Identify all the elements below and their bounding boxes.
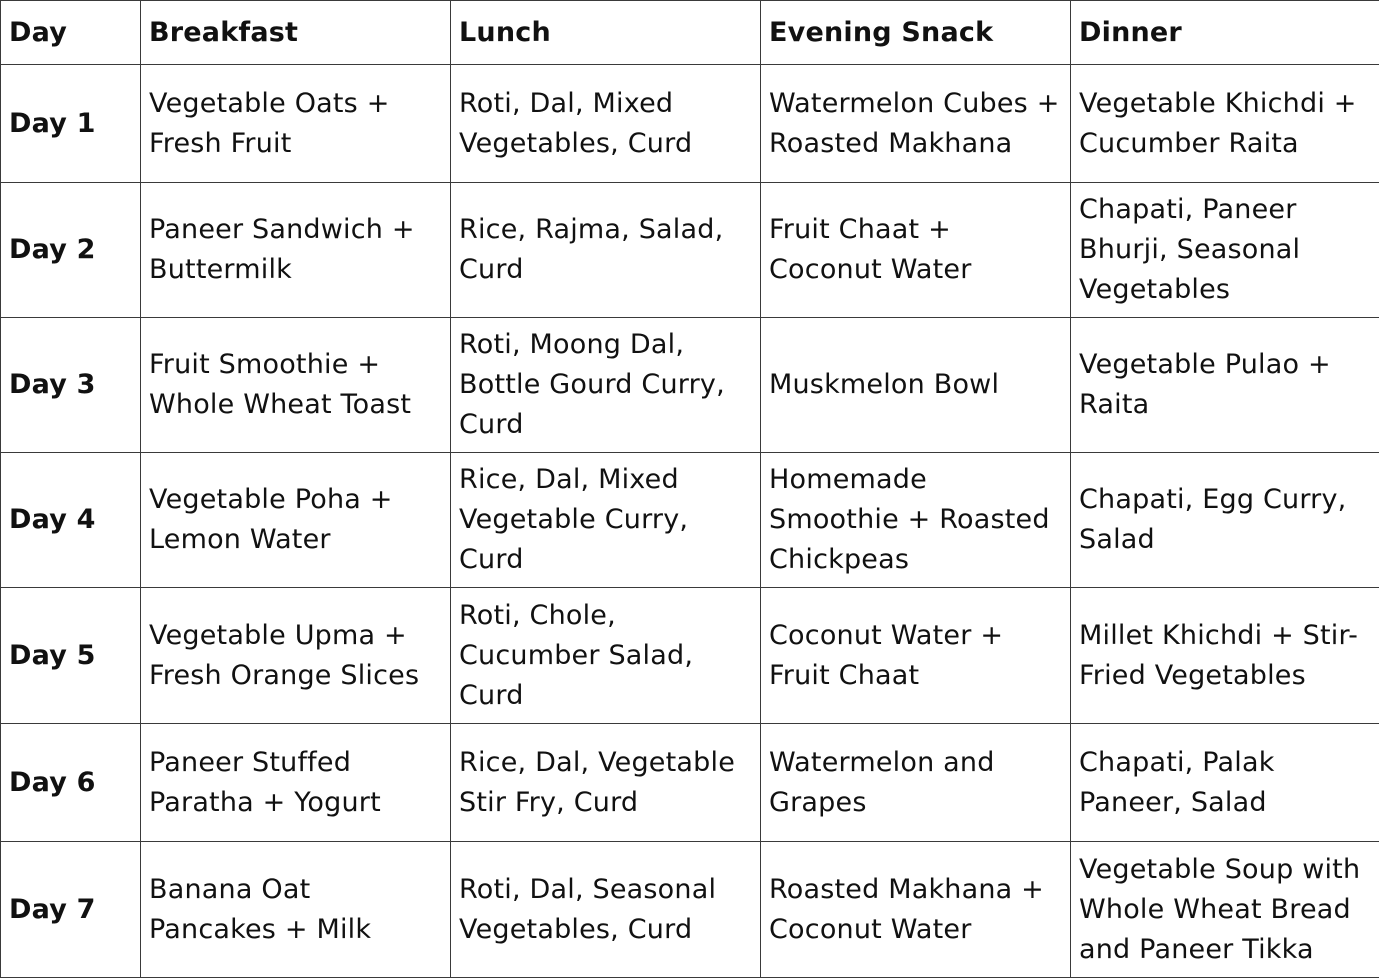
snack-cell: Roasted Makhana + Coconut Water [761, 842, 1071, 978]
header-dinner: Dinner [1071, 1, 1379, 65]
table-row [1, 318, 1379, 453]
day-cell: Day 4 [1, 453, 141, 588]
breakfast-cell: Paneer Sandwich + Buttermilk [141, 183, 451, 318]
snack-cell: Homemade Smoothie + Roasted Chickpeas [761, 453, 1071, 588]
lunch-cell: Roti, Dal, Seasonal Vegetables, Curd [451, 842, 761, 978]
breakfast-cell: Vegetable Oats + Fresh Fruit [141, 65, 451, 183]
dinner-cell: Vegetable Pulao + Raita [1071, 318, 1379, 453]
day-cell: Day 1 [1, 65, 141, 183]
dinner-cell: Millet Khichdi + Stir-Fried Vegetables [1071, 588, 1379, 724]
lunch-cell: Rice, Dal, Mixed Vegetable Curry, Curd [451, 453, 761, 588]
table-row [1, 65, 1379, 183]
table-row [1, 453, 1379, 588]
snack-cell: Fruit Chaat + Coconut Water [761, 183, 1071, 318]
header-row [1, 1, 1379, 65]
day-cell: Day 6 [1, 724, 141, 842]
breakfast-cell: Vegetable Poha + Lemon Water [141, 453, 451, 588]
header-breakfast: Breakfast [141, 1, 451, 65]
snack-cell: Coconut Water + Fruit Chaat [761, 588, 1071, 724]
snack-cell: Watermelon Cubes + Roasted Makhana [761, 65, 1071, 183]
header-evening-snack: Evening Snack [761, 1, 1071, 65]
table-row [1, 724, 1379, 842]
snack-cell: Watermelon and Grapes [761, 724, 1071, 842]
breakfast-cell: Banana Oat Pancakes + Milk [141, 842, 451, 978]
breakfast-cell: Paneer Stuffed Paratha + Yogurt [141, 724, 451, 842]
breakfast-cell: Fruit Smoothie + Whole Wheat Toast [141, 318, 451, 453]
header-day: Day [1, 1, 141, 65]
lunch-cell: Rice, Rajma, Salad, Curd [451, 183, 761, 318]
lunch-cell: Roti, Chole, Cucumber Salad, Curd [451, 588, 761, 724]
snack-cell: Muskmelon Bowl [761, 318, 1071, 453]
day-cell: Day 5 [1, 588, 141, 724]
dinner-cell: Vegetable Soup with Whole Wheat Bread and Paneer Tikka [1071, 842, 1379, 978]
lunch-cell: Rice, Dal, Vegetable Stir Fry, Curd [451, 724, 761, 842]
dinner-cell: Chapati, Palak Paneer, Salad [1071, 724, 1379, 842]
table-row [1, 842, 1379, 978]
table-row [1, 588, 1379, 724]
day-cell: Day 3 [1, 318, 141, 453]
header-lunch: Lunch [451, 1, 761, 65]
dinner-cell: Chapati, Egg Curry, Salad [1071, 453, 1379, 588]
day-cell: Day 7 [1, 842, 141, 978]
table-row [1, 183, 1379, 318]
lunch-cell: Roti, Moong Dal, Bottle Gourd Curry, Curd [451, 318, 761, 453]
lunch-cell: Roti, Dal, Mixed Vegetables, Curd [451, 65, 761, 183]
day-cell: Day 2 [1, 183, 141, 318]
breakfast-cell: Vegetable Upma + Fresh Orange Slices [141, 588, 451, 724]
dinner-cell: Vegetable Khichdi + Cucumber Raita [1071, 65, 1379, 183]
dinner-cell: Chapati, Paneer Bhurji, Seasonal Vegetables [1071, 183, 1379, 318]
